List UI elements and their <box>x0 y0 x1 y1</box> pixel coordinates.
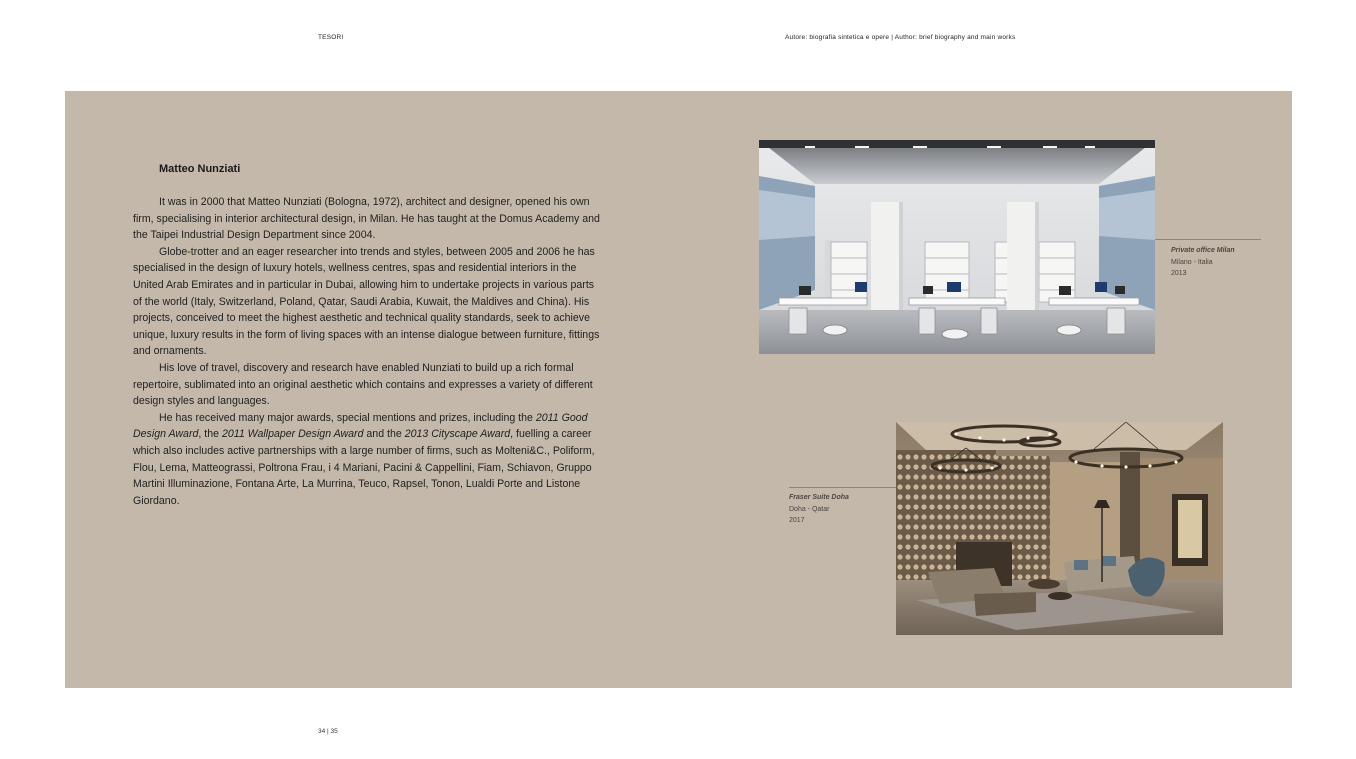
paragraph-4-part-a: He has received many major awards, special mentions and prizes, including the <box>159 411 536 424</box>
running-header-right: Autore: biografia sintetica e opere | Author: brief biography and main works <box>785 34 1016 41</box>
caption-office-name: Private office Milan <box>1171 247 1235 254</box>
award-wallpaper: 2011 Wallpaper Design Award <box>221 428 364 441</box>
photo-private-office-milan <box>759 140 1155 354</box>
caption-suite-year: 2017 <box>789 517 805 524</box>
caption-suite-place: Doha - Qatar <box>789 505 830 513</box>
office-illustration <box>759 140 1155 354</box>
paragraph-4-part-d: , fuelling a career which also includes active partnerships with a large number of firms, such as Molteni&C., Poliform, Flou, Lema, Matteograssi, Poltrona Frau, i 4 Mariani, Pacini & Cappellini, Fiam, Schiavon, Gruppo Martini Illuminazione, Fontana Arte, La Murrina, Teuco, Rapsel, Tonon, Lualdi Porte and Listone Giordano. <box>133 428 595 507</box>
caption-suite-name: Fraser Suite Doha <box>789 494 849 501</box>
award-good-design: 2011 Good Design Award <box>133 411 588 441</box>
paragraph-4-part-b: , the <box>198 428 222 441</box>
caption-fraser-suite <box>789 492 889 527</box>
paragraph-3: His love of travel, discovery and research have enabled Nunziati to build up a rich formal repertoire, sublimated into an original aesthetic which contains and expresses a variety of different design styles and languages. <box>133 361 593 408</box>
article-title: Matteo Nunziati <box>159 163 241 175</box>
page-numbers: 34 | 35 <box>318 728 338 735</box>
suite-illustration <box>896 422 1223 635</box>
running-header-left: TESORI <box>318 34 344 41</box>
suite-caption-rule <box>789 487 896 488</box>
office-caption-rule <box>1155 239 1261 240</box>
photo-fraser-suite-doha <box>896 422 1223 635</box>
paragraph-1: It was in 2000 that Matteo Nunziati (Bologna, 1972), architect and designer, opened his own firm, specialising in interior architectural design, in Milan. He has taught at the Domus Academy and the Taipei Industrial Design Department since 2004. <box>133 196 600 242</box>
paragraph-4 <box>133 410 603 510</box>
caption-office-year: 2013 <box>1171 270 1187 277</box>
paragraph-4-part-c: and the <box>363 428 405 441</box>
caption-office-place: Milano - Italia <box>1171 258 1213 266</box>
spread-panel <box>65 91 1292 688</box>
paragraph-2: Globe-trotter and an eager researcher into trends and styles, between 2005 and 2006 he has specialised in the design of luxury hotels, wellness centres, spas and residential interiors in the United Arab Emirates and in particular in Dubai, allowing him to undertake projects in various parts of the world (Italy, Switzerland, Poland, Qatar, Saudi Arabia, Kuwait, the Maldives and China). His projects, conceived to meet the highest aesthetic and technical quality standards, seek to achieve unique, luxury results in the form of living spaces with an intense dialogue between furniture, fittings and ornaments. <box>133 245 600 358</box>
award-cityscape: 2013 Cityscape Award <box>404 428 511 441</box>
caption-private-office <box>1171 245 1265 280</box>
article-body <box>133 194 603 509</box>
